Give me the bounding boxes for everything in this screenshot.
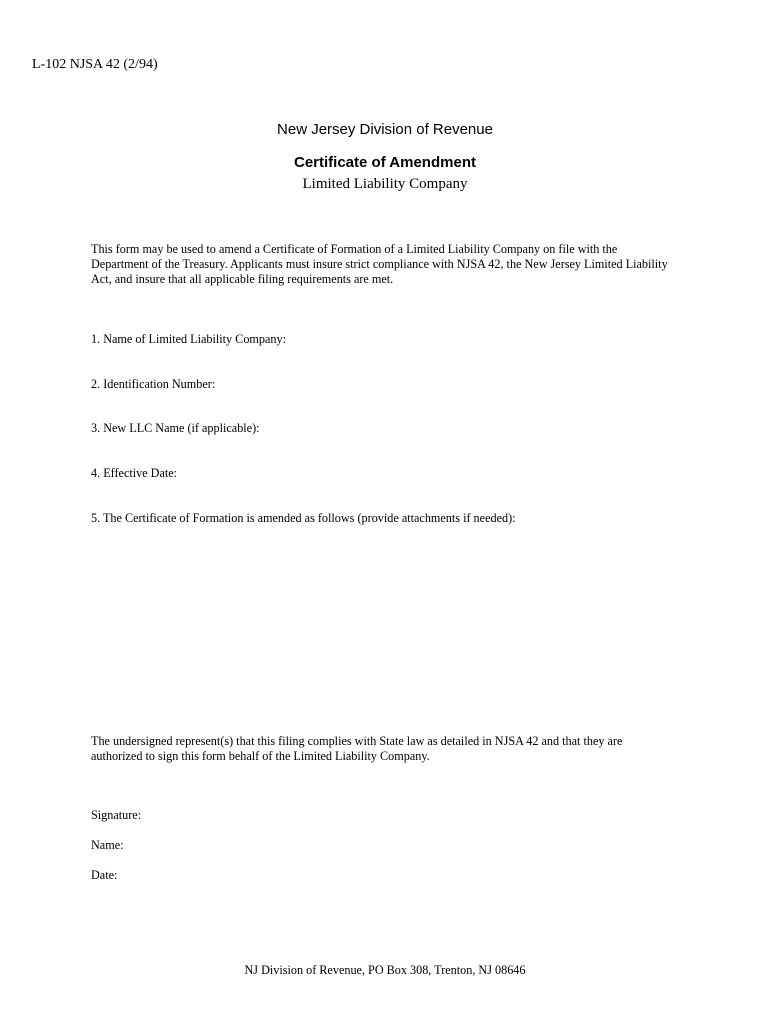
intro-paragraph: This form may be used to amend a Certificate of Formation of a Limited Liability Company on file with the Department of the Treasury. Applicants must insure strict compliance with NJSA 42, the New Jersey Limited Liability Act, and insure that all applicable filing requirements are met. <box>91 242 668 286</box>
form-code: L-102 NJSA 42 (2/94) <box>32 57 158 72</box>
name-label: Name: <box>91 838 124 852</box>
attestation-paragraph: The undersigned represent(s) that this filing complies with State law as detailed in NJSA 42 and that they are authorized to sign this form behalf of the Limited Liability Company. <box>91 734 623 763</box>
agency-name: New Jersey Division of Revenue <box>277 121 493 138</box>
form-title: Certificate of Amendment <box>294 154 476 171</box>
footer-address: NJ Division of Revenue, PO Box 308, Trenton, NJ 08646 <box>244 963 526 977</box>
date-label: Date: <box>91 868 118 882</box>
form-subtitle: Limited Liability Company <box>302 176 468 192</box>
amendment-field: 5. The Certificate of Formation is amended as follows (provide attachments if needed): <box>91 511 516 525</box>
effective-date-field: 4. Effective Date: <box>91 466 178 480</box>
llc-name-field: 1. Name of Limited Liability Company: <box>91 332 286 346</box>
identification-number-field: 2. Identification Number: <box>91 377 216 391</box>
signature-label: Signature: <box>91 808 142 822</box>
new-llc-name-field: 3. New LLC Name (if applicable): <box>91 421 260 435</box>
